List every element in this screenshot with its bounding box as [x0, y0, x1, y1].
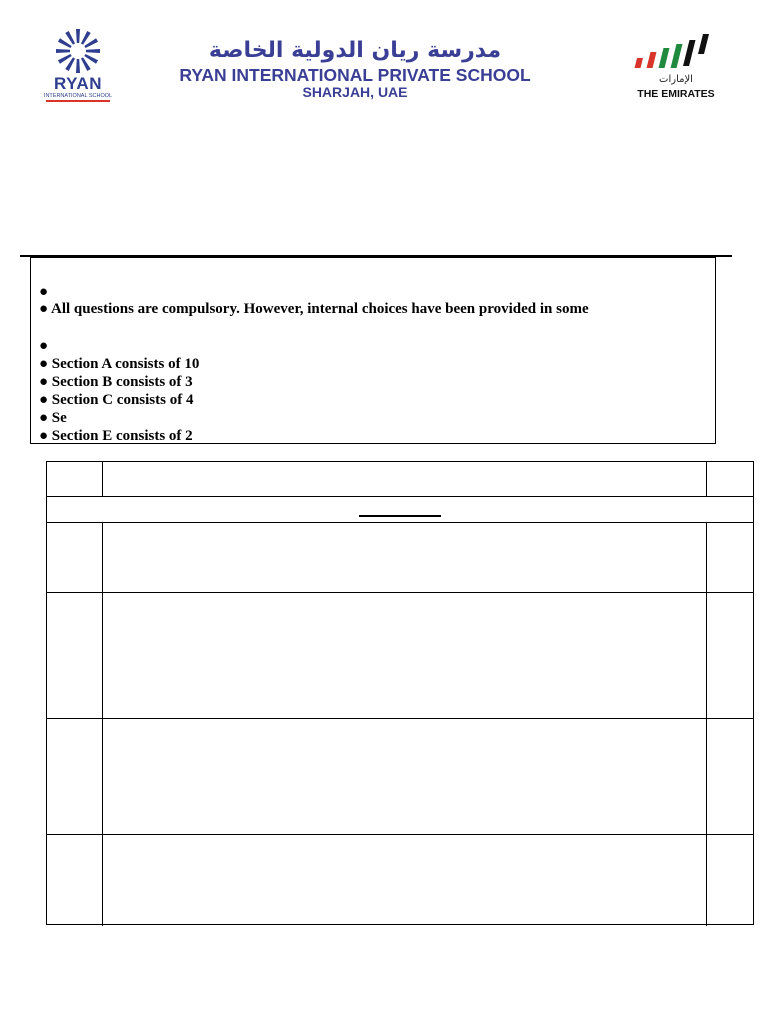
emirates-flag-bars-icon	[628, 30, 724, 74]
school-city: SHARJAH, UAE	[302, 84, 408, 100]
instruction-line: ●	[39, 284, 49, 300]
instruction-line: ● All questions are compulsory. However, internal choices have been provided in some	[39, 301, 589, 317]
table-column-divider	[102, 522, 103, 926]
instruction-line: ● Section E consists of 2	[39, 428, 193, 444]
instruction-line: ● Section C consists of 4	[39, 392, 194, 408]
emirates-logo-english: THE EMIRATES	[637, 88, 715, 100]
ryan-logo-subtitle: INTERNATIONAL SCHOOL	[43, 93, 113, 99]
school-name-arabic: مدرسة ريان الدولية الخاصة	[208, 38, 502, 63]
instruction-line: ●	[39, 338, 49, 354]
ryan-logo-underline	[46, 100, 110, 102]
ryan-logo	[38, 28, 118, 102]
school-name-english: RYAN INTERNATIONAL PRIVATE SCHOOL	[179, 65, 531, 85]
question-table	[46, 461, 754, 925]
table-row-divider	[47, 592, 753, 593]
instruction-line: ● Se	[39, 410, 67, 426]
emirates-logo-arabic: الإمارات	[659, 74, 693, 85]
school-banner	[160, 36, 550, 102]
table-row-divider	[47, 834, 753, 835]
instruction-line: ● Section B consists of 3	[39, 374, 193, 390]
table-column-divider	[706, 462, 707, 496]
table-section-divider	[47, 522, 753, 523]
the-emirates-logo	[628, 30, 724, 100]
ryan-sunburst-icon	[52, 28, 104, 74]
section-heading-underline	[359, 515, 441, 517]
ryan-logo-name: RYAN	[54, 74, 102, 93]
general-instructions-box	[30, 257, 716, 444]
table-row-divider	[47, 718, 753, 719]
table-column-divider	[706, 522, 707, 926]
table-column-divider	[102, 462, 103, 496]
table-header-divider	[47, 496, 753, 497]
instruction-line: ● Section A consists of 10	[39, 356, 200, 372]
